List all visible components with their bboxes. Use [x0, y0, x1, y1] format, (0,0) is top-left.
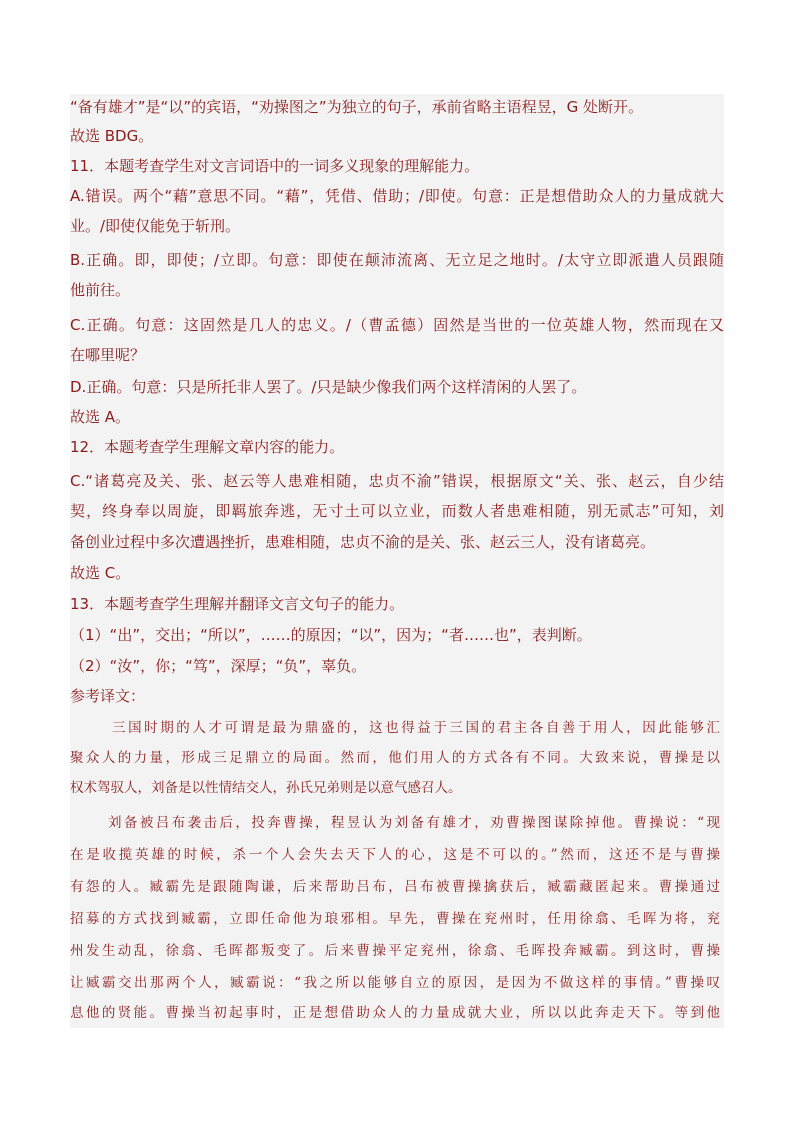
translation-line: 在是收揽英雄的时候，杀一个人会失去天下人的心，这是不可以的。”然而，这还不是与曹操: [70, 847, 720, 863]
text-line: 故选 C。: [70, 564, 131, 582]
text-line: 在哪里呢？: [70, 346, 146, 364]
text-line: D.正确。句意：只是所托非人罢了。/只是缺少像我们两个这样清闲的人罢了。: [70, 378, 587, 396]
text-line: 13．本题考查学生理解并翻译文言文句子的能力。: [70, 595, 405, 613]
translation-line: 息他的贤能。曹操当初起事时，正是想借助众人的力量成就大业，所以以此奔走天下。等到他: [70, 1005, 720, 1021]
translation-line: 聚众人的力量，形成三足鼎立的局面。然而，他们用人的方式各有不同。大致来说，曹操是以: [70, 750, 720, 766]
translation-line: 让臧霸交出那两个人，臧霸说：“我之所以能够自立的原因，是因为不做这样的事情。”曹操叹: [70, 975, 720, 991]
translation-line: 招募的方式找到臧霸，立即任命他为琅邪相。早先，曹操在兖州时，任用徐翕、毛晖为将，兖: [70, 911, 720, 927]
document-panel: [70, 94, 724, 1028]
text-line: B.正确。即，即使；/立即。句意：即使在颠沛流离、无立足之地时。/太守立即派遣人员跟随: [70, 251, 724, 269]
text-line: “备有雄才”是“以”的宾语，“劝操图之”为独立的句子，承前省略主语程昱，G 处断开。: [70, 98, 644, 116]
text-line: 故选 BDG。: [70, 127, 154, 145]
text-line: 业。/即使仅能免于斩刑。: [70, 217, 241, 235]
text-line: 备创业过程中多次遭遇挫折，患难相随，忠贞不渝的是关、张、赵云三人，没有诸葛亮。: [70, 533, 656, 551]
text-line: （1）“出”，交出；“所以”，……的原因；“以”，因为；“者……也”，表判断。: [70, 626, 592, 644]
translation-line: 权术驾驭人，刘备是以性情结交人，孙氏兄弟则是以意气感召人。: [70, 780, 462, 796]
text-line: 契，终身奉以周旋，即羁旅奔逃，无寸土可以立业，而数人者患难相随，别无贰志”可知，刘: [70, 502, 724, 520]
text-line: C.“诸葛亮及关、张、赵云等人患难相随，忠贞不渝”错误，根据原文“关、张、赵云，自少结: [70, 472, 724, 490]
translation-line: 州发生动乱，徐翕、毛晖都叛变了。后来曹操平定兖州，徐翕、毛晖投奔臧霸。到这时，曹操: [70, 943, 720, 959]
text-line: 11．本题考查学生对文言词语中的一词多义现象的理解能力。: [70, 157, 480, 175]
text-line: 故选 A。: [70, 408, 131, 426]
text-line: （2）“汝”，你；“笃”，深厚；“负”，辜负。: [70, 657, 367, 675]
text-line: 参考译文：: [70, 687, 146, 705]
text-line: 他前往。: [70, 281, 131, 299]
text-line: A.错误。两个“藉”意思不同。“藉”，凭借、借助；/即使。句意：正是想借助众人的力量成就大: [70, 187, 724, 205]
text-line: C.正确。句意：这固然是几人的忠义。/（曹孟德）固然是当世的一位英雄人物，然而现在又: [70, 316, 724, 334]
translation-line: 刘备被吕布袭击后，投奔曹操，程昱认为刘备有雄才，劝曹操图谋除掉他。曹操说：“现: [108, 815, 720, 831]
translation-line: 三国时期的人才可谓是最为鼎盛的，这也得益于三国的君主各自善于用人，因此能够汇: [112, 720, 720, 736]
text-line: 12．本题考查学生理解文章内容的能力。: [70, 438, 345, 456]
translation-line: 有怨的人。臧霸先是跟随陶谦，后来帮助吕布，吕布被曹操擒获后，臧霸藏匿起来。曹操通过: [70, 879, 720, 895]
